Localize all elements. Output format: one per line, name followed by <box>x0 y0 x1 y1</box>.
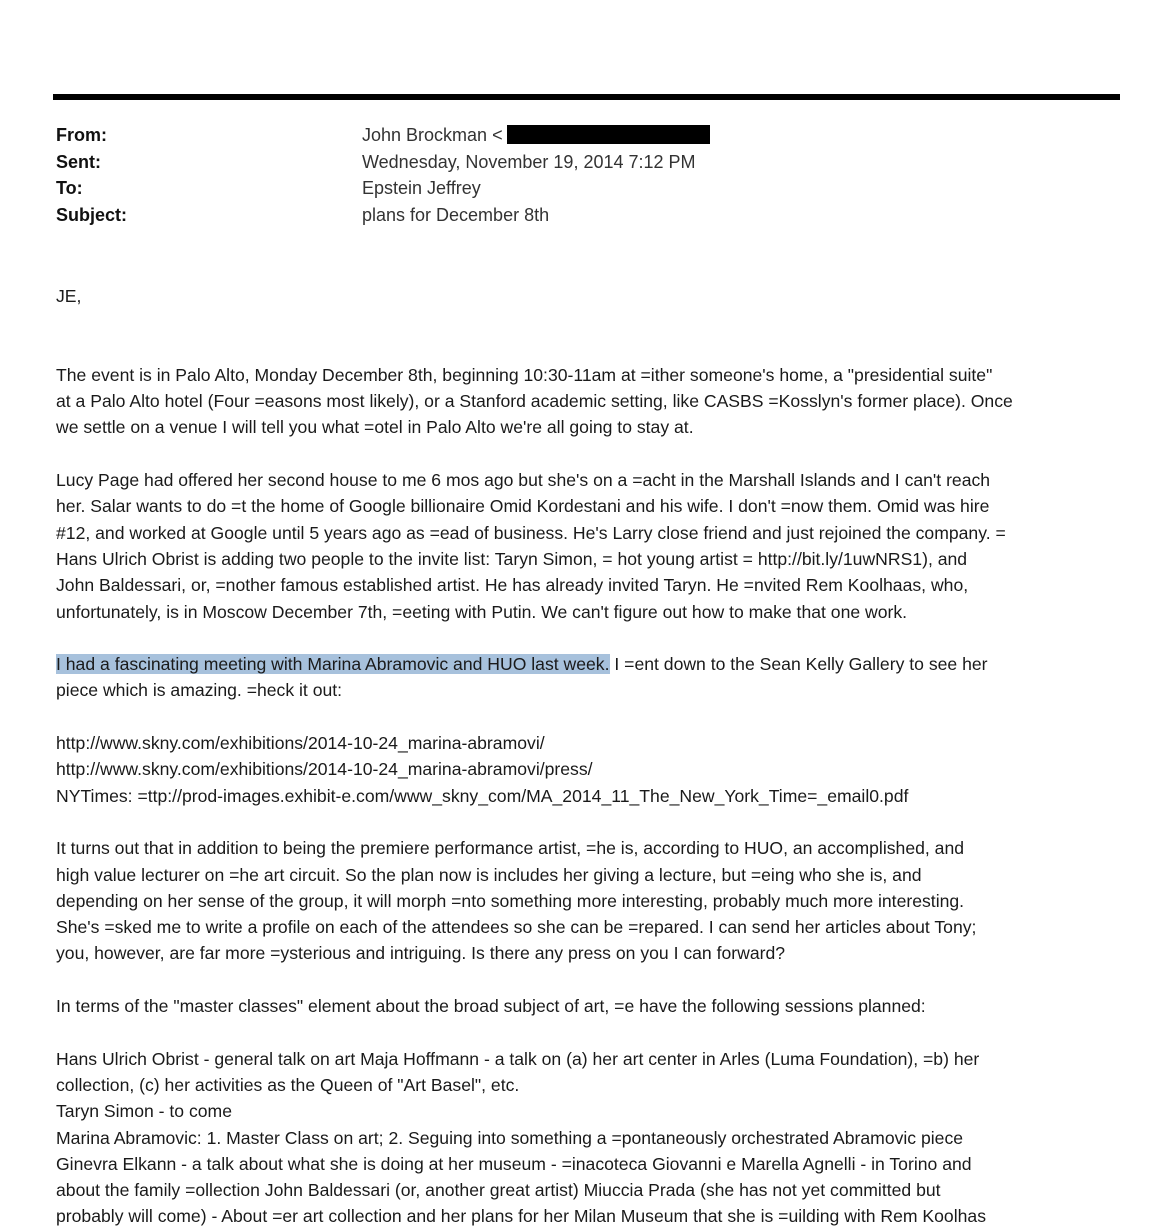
session-line: about the family =ollection John Baldessari (or, another great artist) Miuccia Prada (she has not yet committed but <box>56 1180 941 1201</box>
from-value <box>362 122 710 148</box>
from-label: From: <box>56 125 107 145</box>
paragraph-line: depending on her sense of the group, it will morph =nto something more interesting, probably much more interesting. <box>56 890 965 911</box>
paragraph-line: high value lecturer on =he art circuit. So the plan now is includes her giving a lecture, but =eing who she is, and <box>56 864 922 885</box>
subject-row <box>56 202 1056 229</box>
paragraph-line: at a Palo Alto hotel (Four =easons most likely), or a Stanford academic setting, like CASBS =Kosslyn's former place). Once <box>56 391 1013 412</box>
paragraph-line: piece which is amazing. =heck it out: <box>56 680 343 701</box>
paragraph-hosts <box>56 467 1126 625</box>
session-line: Taryn Simon - to come <box>56 1101 232 1122</box>
paragraph-line: Lucy Page had offered her second house to me 6 mos ago but she's on a =acht in the Marshall Islands and I can't reach <box>56 470 991 491</box>
link-line[interactable]: http://www.skny.com/exhibitions/2014-10-24_marina-abramovi/ <box>56 733 545 754</box>
paragraph-line: you, however, are far more =ysterious and intriguing. Is there any press on you I can forward? <box>56 943 786 964</box>
session-line: Marina Abramovic: 1. Master Class on art; 2. Seguing into something a =pontaneously orchestrated Abramovic piece <box>56 1127 964 1148</box>
session-line: probably will come) - About =er art collection and her plans for her Milan Museum that she is =uilding with Rem Koolhas <box>56 1206 986 1227</box>
sent-row <box>56 149 1056 176</box>
paragraph-line <box>56 651 1126 677</box>
paragraph-line: unfortunately, is in Moscow December 7th, =eeting with Putin. We can't figure out how to make that one work. <box>56 601 908 622</box>
highlighted-selection[interactable]: I had a fascinating meeting with Marina Abramovic and HUO last week. <box>56 654 610 675</box>
sent-value: Wednesday, November 19, 2014 7:12 PM <box>362 151 696 172</box>
paragraph-line: The event is in Palo Alto, Monday December 8th, beginning 10:30-11am at =ither someone's home, a "presidential suite" <box>56 364 993 385</box>
paragraph-lecture <box>56 835 1126 966</box>
from-row <box>56 122 1056 149</box>
paragraph-line: #12, and worked at Google until 5 years ago as =ead of business. He's Larry close friend and just rejoined the company. = <box>56 522 1006 543</box>
to-label: To: <box>56 178 83 198</box>
to-value: Epstein Jeffrey <box>362 178 481 198</box>
email-header <box>56 122 1056 228</box>
sender-name: John Brockman <box>362 125 488 145</box>
paragraph-line: John Baldessari, or, =nother famous established artist. He has already invited Taryn. He =nvited Rem Koolhaas, who, <box>56 575 969 596</box>
sent-label: Sent: <box>56 151 101 172</box>
sender-email-bracket: < <box>492 125 503 145</box>
header-rule <box>53 94 1120 100</box>
paragraph-line: It turns out that in addition to being the premiere performance artist, =he is, according to HUO, an accomplished, and <box>56 838 965 859</box>
session-line: collection, (c) her activities as the Queen of "Art Basel", etc. <box>56 1074 520 1095</box>
link-line[interactable]: http://www.skny.com/exhibitions/2014-10-24_marina-abramovi/press/ <box>56 759 593 780</box>
paragraph-line: we settle on a venue I will tell you what =otel in Palo Alto we're all going to stay at. <box>56 417 694 438</box>
to-row <box>56 175 1056 202</box>
subject-value: plans for December 8th <box>362 204 550 225</box>
session-line: Hans Ulrich Obrist - general talk on art Maja Hoffmann - a talk on (a) her art center in Arles (Luma Foundation), =b) her <box>56 1048 980 1069</box>
session-line: Ginevra Elkann - a talk about what she is doing at her museum - =inacoteca Giovanni e Marella Agnelli - in Torino and <box>56 1153 972 1174</box>
email-body <box>56 283 1126 1230</box>
paragraph-text: I =ent down to the Sean Kelly Gallery to see her <box>609 654 988 675</box>
link-list <box>56 730 1126 809</box>
paragraph-line: Hans Ulrich Obrist is adding two people to the invite list: Taryn Simon, = hot young artist = http://bit.ly/1uwNRS1), and <box>56 548 968 569</box>
subject-label: Subject: <box>56 204 128 225</box>
sessions-list <box>56 1046 1126 1230</box>
paragraph-line: her. Salar wants to do =t the home of Google billionaire Omid Kordestani and his wife. I don't =now them. Omid was hire <box>56 496 990 517</box>
paragraph-venue <box>56 362 1126 441</box>
redaction-bar <box>507 125 710 144</box>
paragraph-abramovic <box>56 651 1126 704</box>
greeting: JE, <box>56 286 82 306</box>
paragraph-line: She's =sked me to write a profile on each of the attendees so she can be =repared. I can send her articles about Tony; <box>56 917 977 938</box>
paragraph-master-classes: In terms of the "master classes" element about the broad subject of art, =e have the following sessions planned: <box>56 996 926 1017</box>
link-line[interactable]: NYTimes: =ttp://prod-images.exhibit-e.com/www_skny_com/MA_2014_11_The_New_York_Time=_email0.pdf <box>56 785 909 806</box>
